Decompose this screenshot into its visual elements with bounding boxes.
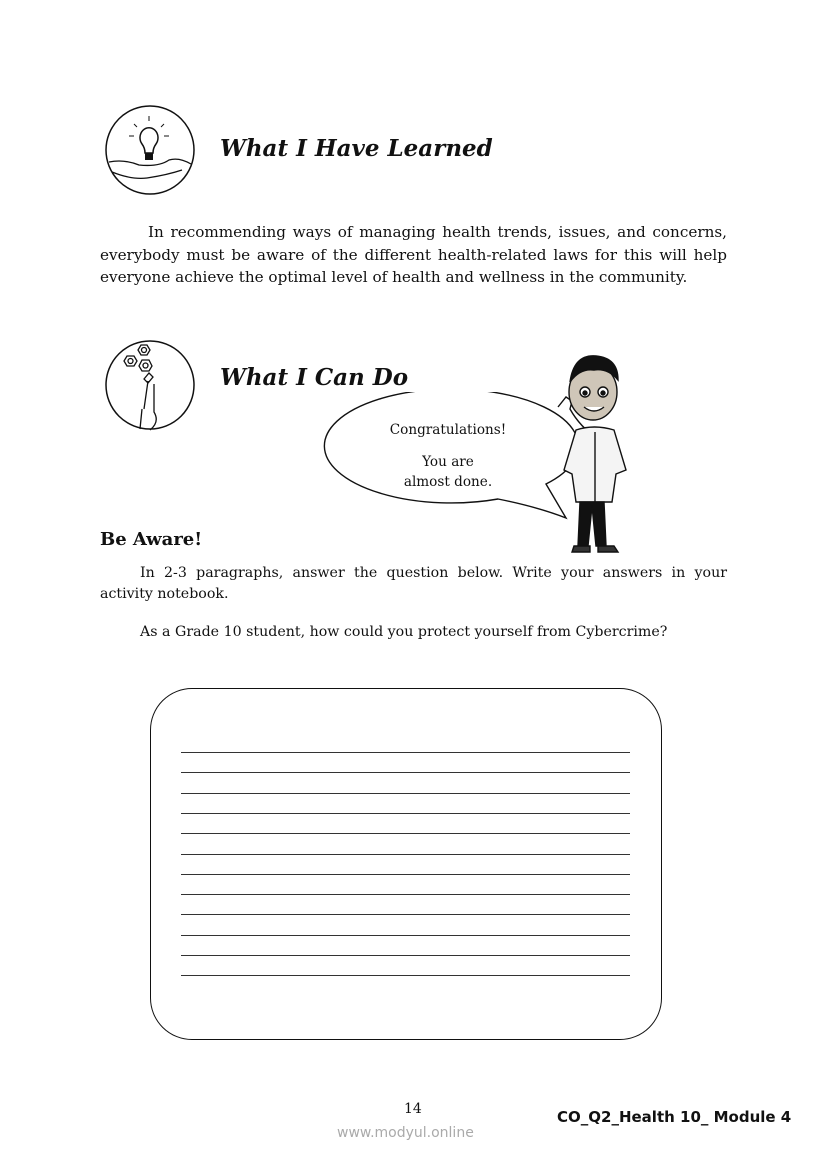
answer-line[interactable] <box>181 854 630 855</box>
section-title-what-i-can-do: What I Can Do <box>220 364 409 391</box>
answer-line[interactable] <box>181 955 630 956</box>
bubble-almost-done <box>368 452 528 492</box>
learned-paragraph: In recommending ways of managing health trends, issues, and concerns, everybody must be aware of the different health-related laws for this will help everyone achieve the optimal level of health and wellness in the community. <box>100 223 727 286</box>
be-aware-heading: Be Aware! <box>100 529 203 550</box>
instructions-text: In 2-3 paragraphs, answer the question below. Write your answers in your activity notebook. <box>100 565 727 602</box>
answer-line[interactable] <box>181 793 630 794</box>
answer-line[interactable] <box>181 772 630 773</box>
section-title-what-i-have-learned: What I Have Learned <box>220 135 493 162</box>
bubble-congratulations: Congratulations! <box>389 422 507 438</box>
answer-line[interactable] <box>181 833 630 834</box>
page-number: 14 <box>404 1101 422 1117</box>
answer-box[interactable] <box>150 688 662 1040</box>
lightbulb-hand-icon <box>104 104 196 196</box>
answer-line[interactable] <box>181 894 630 895</box>
answer-line[interactable] <box>181 975 630 976</box>
answer-line[interactable] <box>181 935 630 936</box>
answer-line[interactable] <box>181 813 630 814</box>
answer-line[interactable] <box>181 914 630 915</box>
module-label: CO_Q2_Health 10_ Module 4 <box>557 1108 792 1126</box>
boy-character-illustration <box>548 352 652 562</box>
watermark: www.modyul.online <box>337 1125 474 1141</box>
question-text: As a Grade 10 student, how could you protect yourself from Cybercrime? <box>140 624 668 640</box>
answer-line[interactable] <box>181 752 630 753</box>
bubble-almost-done-text: You are almost done. <box>403 454 493 490</box>
hand-wrench-icon <box>104 339 196 431</box>
answer-line[interactable] <box>181 874 630 875</box>
